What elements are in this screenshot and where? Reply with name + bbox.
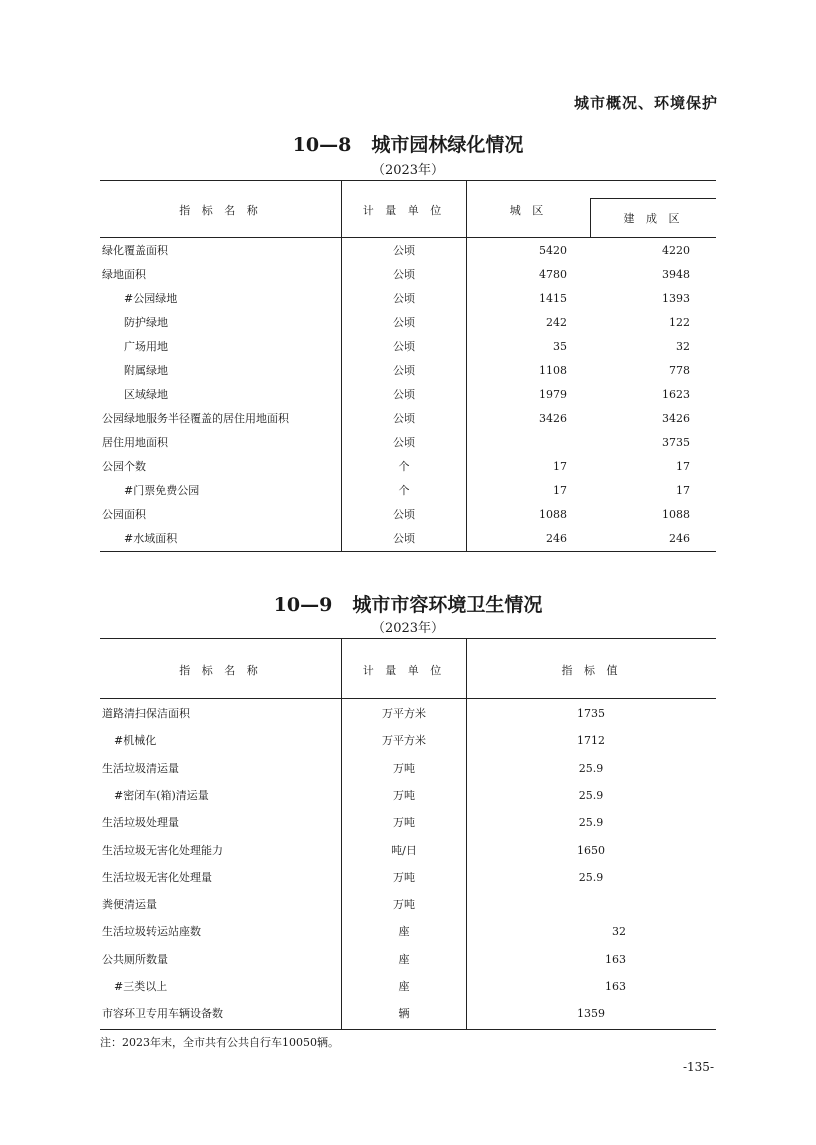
built-area-value: 246	[669, 532, 690, 545]
indicator-value: 25.9	[578, 870, 604, 884]
unit-cell: 公顷	[393, 508, 415, 521]
indicator-value: 1650	[577, 843, 605, 857]
built-area-value: 1088	[662, 508, 690, 521]
city-area-value: 17	[553, 484, 567, 497]
unit-cell: 万平方米	[382, 734, 426, 748]
indicator-name: 绿化覆盖面积	[102, 244, 168, 257]
table-row	[100, 755, 716, 783]
table-row	[100, 837, 716, 865]
indicator-name: 生活垃圾无害化处理量	[102, 870, 212, 884]
indicator-name: 生活垃圾转运站座数	[102, 925, 201, 939]
table1-header-city: 城 区	[509, 204, 548, 217]
page-number: -135-	[682, 1060, 714, 1074]
indicator-name: #公园绿地	[124, 292, 178, 305]
built-area-value: 32	[676, 340, 690, 353]
indicator-name: 防护绿地	[124, 316, 168, 329]
indicator-value: 1359	[577, 1007, 605, 1021]
unit-cell: 万吨	[393, 788, 415, 802]
city-area-value: 1415	[539, 292, 567, 305]
unit-cell: 万吨	[393, 761, 415, 775]
built-area-value: 778	[669, 364, 690, 377]
city-area-value: 4780	[539, 268, 567, 281]
table-row	[100, 727, 716, 755]
indicator-value: 32	[612, 925, 626, 939]
built-area-value: 122	[669, 316, 690, 329]
city-area-value: 1088	[539, 508, 567, 521]
unit-cell: 万吨	[393, 870, 415, 884]
unit-cell: 吨/日	[391, 843, 417, 857]
indicator-value: 1712	[577, 734, 605, 748]
unit-cell: 公顷	[393, 292, 415, 305]
city-area-value: 246	[546, 532, 567, 545]
indicator-value: 25.9	[578, 761, 604, 775]
table2-bottom-rule	[100, 1029, 716, 1030]
table2-title-text: 城市市容环境卫生情况	[352, 594, 543, 616]
built-area-value: 1623	[662, 388, 690, 401]
table-row	[100, 383, 716, 407]
city-area-value: 35	[553, 340, 567, 353]
indicator-name: 市容环卫专用车辆设备数	[102, 1007, 223, 1021]
table1-number: 10—8	[292, 134, 352, 156]
table-row	[100, 700, 716, 728]
indicator-name: 公园绿地服务半径覆盖的居住用地面积	[102, 412, 289, 425]
footnote: 注：2023年末，全市共有公共自行车10050辆。	[100, 1036, 339, 1049]
indicator-value: 25.9	[578, 788, 604, 802]
table1-header-built: 建 成 区	[623, 212, 684, 225]
indicator-value: 1735	[577, 707, 605, 720]
unit-cell: 公顷	[393, 244, 415, 257]
unit-cell: 个	[398, 460, 410, 473]
indicator-value	[466, 891, 716, 919]
indicator-name: #水域面积	[124, 532, 178, 545]
unit-cell: 公顷	[393, 412, 415, 425]
indicator-name: #门票免费公园	[124, 484, 200, 497]
indicator-name: 粪便清运量	[102, 898, 157, 912]
indicator-name: 生活垃圾无害化处理能力	[102, 843, 223, 857]
city-area-value: 1108	[539, 364, 567, 377]
indicator-value: 25.9	[578, 816, 604, 830]
city-area-value: 242	[546, 316, 567, 329]
indicator-name: 附属绿地	[124, 364, 168, 377]
city-area-value: 17	[553, 460, 567, 473]
table1	[100, 180, 716, 552]
table-row	[100, 287, 716, 311]
unit-cell: 公顷	[393, 316, 415, 329]
table2-number: 10—9	[273, 594, 333, 616]
built-area-value: 17	[676, 460, 690, 473]
table1-subheader-rule	[590, 198, 716, 199]
table-row	[100, 1000, 716, 1028]
table1-title	[0, 130, 816, 157]
built-area-value: 3948	[662, 268, 690, 281]
table-row	[100, 782, 716, 810]
city-area-value: 3426	[539, 412, 567, 425]
city-area-value: 5420	[539, 244, 567, 257]
table-row	[100, 891, 716, 919]
table2-title	[0, 590, 816, 617]
indicator-name: #三类以上	[114, 980, 168, 993]
unit-cell: 辆	[398, 1007, 410, 1021]
running-header: 城市概况、环境保护	[573, 94, 718, 112]
unit-cell: 公顷	[393, 436, 415, 449]
indicator-name: #机械化	[114, 734, 157, 748]
indicator-name: 生活垃圾清运量	[102, 761, 179, 775]
table-row	[100, 973, 716, 1001]
indicator-name: 绿地面积	[102, 268, 146, 281]
table-row	[100, 918, 716, 946]
table-row	[100, 359, 716, 383]
table-row	[100, 864, 716, 892]
unit-cell: 万平方米	[382, 707, 426, 720]
table-row	[100, 263, 716, 287]
built-area-value: 4220	[662, 244, 690, 257]
indicator-name: 公园个数	[102, 460, 146, 473]
built-area-value: 3426	[662, 412, 690, 425]
table-row	[100, 809, 716, 837]
indicator-name: 居住用地面积	[102, 436, 168, 449]
unit-cell: 公顷	[393, 388, 415, 401]
table-row	[100, 503, 716, 527]
built-area-value: 3735	[662, 436, 690, 449]
built-area-value: 1393	[662, 292, 690, 305]
indicator-name: 公共厕所数量	[102, 952, 168, 966]
table-row	[100, 335, 716, 359]
table1-title-text: 城市园林绿化情况	[371, 134, 524, 156]
indicator-value: 163	[605, 980, 626, 993]
indicator-name: 区域绿地	[124, 388, 168, 401]
table2	[100, 638, 716, 1030]
table2-top-rule	[100, 638, 716, 639]
unit-cell: 万吨	[393, 816, 415, 830]
unit-cell: 座	[398, 925, 410, 939]
table1-bottom-rule	[100, 551, 716, 552]
indicator-name: 公园面积	[102, 508, 146, 521]
table1-year: （2023年）	[371, 163, 445, 178]
table-row	[100, 431, 716, 455]
unit-cell: 公顷	[393, 532, 415, 545]
table-row	[100, 946, 716, 974]
table1-top-rule	[100, 180, 716, 181]
built-area-value: 17	[676, 484, 690, 497]
unit-cell: 座	[398, 952, 410, 966]
indicator-name: #密闭车(箱)清运量	[114, 788, 209, 802]
table-row	[100, 407, 716, 431]
table1-header-rule	[100, 237, 716, 238]
indicator-value: 163	[605, 952, 626, 966]
city-area-value: 1979	[539, 388, 567, 401]
unit-cell: 万吨	[393, 898, 415, 912]
table-row	[100, 455, 716, 479]
unit-cell: 公顷	[393, 340, 415, 353]
table-row	[100, 527, 716, 551]
table-row	[100, 479, 716, 503]
city-area-value	[467, 431, 567, 455]
table-row	[100, 311, 716, 335]
unit-cell: 座	[398, 980, 410, 993]
table1-header-name: 指 标 名 称	[179, 204, 262, 217]
unit-cell: 公顷	[393, 364, 415, 377]
table2-header-name: 指 标 名 称	[179, 664, 262, 677]
table2-header-unit: 计 量 单 位	[362, 664, 446, 677]
table-row	[100, 239, 716, 263]
indicator-name: 广场用地	[124, 340, 168, 353]
table2-header-value: 指 标 值	[561, 664, 622, 677]
unit-cell: 个	[398, 484, 410, 497]
table2-header-rule	[100, 698, 716, 699]
indicator-name: 生活垃圾处理量	[102, 816, 179, 830]
unit-cell: 公顷	[393, 268, 415, 281]
indicator-name: 道路清扫保洁面积	[102, 707, 190, 720]
table2-year: （2023年）	[371, 621, 445, 636]
table1-header-unit: 计 量 单 位	[362, 204, 446, 217]
